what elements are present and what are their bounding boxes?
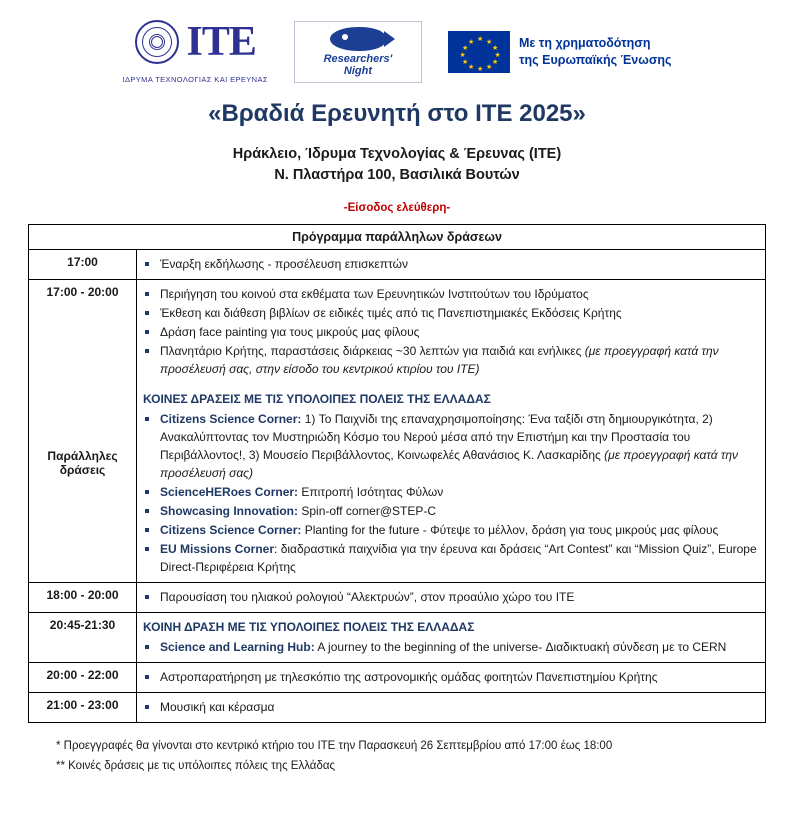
row-time bbox=[29, 280, 137, 583]
free-entry-note: -Είσοδος ελεύθερη- bbox=[343, 202, 451, 215]
venue-line-1: Ηράκλειο, Ίδρυμα Τεχνολογίας & Έρευνας (ΙΤΕ) bbox=[232, 146, 562, 162]
eu-missions-label: EU Missions Corner bbox=[160, 542, 275, 557]
planetarium-note: (με προεγγραφή κατά την προσέλευσή σας, στην είσοδο του κεντρικού κτιρίου του ΙΤΕ) bbox=[160, 344, 719, 377]
row-time-value: 17:00 - 20:00 bbox=[46, 285, 119, 300]
list-item-scienceheroes-corner bbox=[143, 483, 759, 501]
row-time-label-line1: Παράλληλες bbox=[47, 449, 118, 464]
list-item-citizens-science-corner-2 bbox=[143, 521, 759, 539]
row-time: 18:00 - 20:00 bbox=[29, 583, 137, 613]
table-header-row bbox=[29, 225, 766, 250]
logo-bar bbox=[28, 20, 766, 84]
footnote-2: ** Κοινές δράσεις με τις υπόλοιπες πόλεις της Ελλάδας bbox=[56, 759, 336, 772]
ite-logo bbox=[122, 20, 267, 84]
row-content bbox=[137, 663, 766, 693]
eu-text-line1: Με τη χρηματοδότηση bbox=[518, 36, 651, 51]
ite-logo-subtitle: ΙΔΡΥΜΑ ΤΕΧΝΟΛΟΓΙΑΣ ΚΑΙ ΕΡΕΥΝΑΣ bbox=[122, 75, 268, 84]
planetarium-text: Πλανητάριο Κρήτης, παραστάσεις διάρκειας ~30 λεπτών για παιδιά και ενήλικες bbox=[160, 344, 585, 359]
row-time-label-line2: δράσεις bbox=[59, 463, 106, 478]
list-item: Περιήγηση του κοινού στα εκθέματα των Ερευνητικών Ινστιτούτων του Ιδρύματος bbox=[143, 285, 759, 303]
scienceheroes-label: ScienceHERoes Corner: bbox=[160, 485, 299, 500]
list-item-citizens-science-corner-1 bbox=[143, 410, 759, 482]
showcasing-label: Showcasing Innovation: bbox=[160, 504, 299, 519]
table-row bbox=[29, 280, 766, 583]
row-content bbox=[137, 250, 766, 280]
table-row bbox=[29, 613, 766, 663]
table-row bbox=[29, 583, 766, 613]
csc2-label: Citizens Science Corner: bbox=[160, 523, 302, 538]
list-item: Μουσική και κέρασμα bbox=[143, 698, 759, 716]
researchers-night-line1: Researchers' bbox=[323, 52, 393, 65]
page-title: «Βραδιά Ερευνητή στο ΙΤΕ 2025» bbox=[208, 100, 586, 127]
footnotes bbox=[56, 737, 766, 776]
eu-funding-logo bbox=[448, 31, 672, 73]
row-content bbox=[137, 583, 766, 613]
list-item-eu-missions-corner bbox=[143, 540, 759, 576]
venue-line-2: Ν. Πλαστήρα 100, Βασιλικά Βουτών bbox=[274, 167, 520, 184]
list-item: Αστροπαρατήρηση με τηλεσκόπιο της αστρονομικής ομάδας φοιτητών Πανεπιστημίου Κρήτης bbox=[143, 668, 759, 686]
scienceheroes-text: Επιτροπή Ισότητας Φύλων bbox=[298, 485, 444, 500]
row-content bbox=[137, 280, 766, 583]
row-time: 20:00 - 22:00 bbox=[29, 663, 137, 693]
list-item: Έκθεση και διάθεση βιβλίων σε ειδικές τιμές από τις Πανεπιστημιακές Εκδόσεις Κρήτης bbox=[143, 304, 759, 322]
list-item: Έναρξη εκδήλωσης - προσέλευση επισκεπτών bbox=[143, 255, 759, 273]
footnote-1: * Προεγγραφές θα γίνονται στο κεντρικό κτήριο του ΙΤΕ την Παρασκευή 26 Σεπτεμβρίου από 17:00 έως 18:00 bbox=[56, 740, 613, 753]
researchers-night-label bbox=[324, 53, 393, 77]
eu-missions-text: : διαδραστικά παιχνίδια για την έρευνα και δράσεις “Art Contest” και “Mission Quiz”, Europe Direct-Περιφέρεια Κρήτης bbox=[160, 542, 757, 575]
table-row bbox=[29, 693, 766, 723]
row-time: 20:45-21:30 bbox=[29, 613, 137, 663]
csc1-label: Citizens Science Corner: bbox=[160, 412, 302, 427]
researchers-night-line2: Night bbox=[343, 65, 372, 77]
list-item-planetarium bbox=[143, 342, 759, 378]
table-header-title: Πρόγραμμα παράλληλων δράσεων bbox=[29, 225, 766, 250]
table-row bbox=[29, 663, 766, 693]
programme-table bbox=[28, 224, 766, 723]
group-heading-common-action: ΚΟΙΝΗ ΔΡΑΣΗ ΜΕ ΤΙΣ ΥΠΟΛΟΙΠΕΣ ΠΟΛΕΙΣ ΤΗΣ ΕΛΛΑΔΑΣ bbox=[143, 620, 475, 635]
csc1-text: 1) Το Παιχνίδι της επαναχρησιμοποίησης: Ένα ταξίδι στη δημιουργικότητα, 2) Ανακαλύπτοντας τον Μυστηριώδη Κόσμο του Νερού μέσα από την Επιστήμη και την Προστασία του Περιβάλλοντος!, 3) Μουσείο Περιβάλλοντος, Κοινωφελές Αθανάσιος Κ. Λασκαρίδης bbox=[160, 412, 713, 463]
list-item-showcasing-innovation bbox=[143, 502, 759, 520]
list-item: Δράση face painting για τους μικρούς μας φίλους bbox=[143, 323, 759, 341]
row-content bbox=[137, 613, 766, 663]
showcasing-text: Spin-off corner@STEP-C bbox=[298, 504, 437, 519]
list-item-science-learning-hub bbox=[143, 638, 759, 656]
csc2-text: Planting for the future - Φύτεψε το μέλλον, δράση για τους μικρούς μας φίλους bbox=[301, 523, 719, 538]
ite-logo-word: ITE bbox=[186, 19, 256, 65]
group-heading-common-actions: ΚΟΙΝΕΣ ΔΡΑΣΕΙΣ ΜΕ ΤΙΣ ΥΠΟΛΟΙΠΕΣ ΠΟΛΕΙΣ ΤΗΣ ΕΛΛΑΔΑΣ bbox=[143, 392, 491, 407]
ite-logo-row bbox=[135, 20, 256, 64]
row-time: 21:00 - 23:00 bbox=[29, 693, 137, 723]
row-time: 17:00 bbox=[29, 250, 137, 280]
csc1-note: (με προεγγραφή κατά την προσέλευσή σας) bbox=[160, 448, 739, 481]
ite-seal-icon bbox=[135, 20, 179, 64]
hub-label: Science and Learning Hub: bbox=[160, 640, 315, 655]
researchers-night-logo bbox=[294, 21, 422, 83]
list-item: Παρουσίαση του ηλιακού ρολογιού “Αλεκτρυών”, στον προαύλιο χώρο του ΙΤΕ bbox=[143, 588, 759, 606]
eu-funding-text bbox=[519, 35, 672, 69]
table-row bbox=[29, 250, 766, 280]
fish-icon bbox=[330, 27, 386, 51]
eu-text-line2: της Ευρωπαϊκής Ένωσης bbox=[518, 53, 672, 67]
eu-flag-icon: ★ ★ ★ ★ ★ ★ ★ ★ ★ ★ ★ ★ bbox=[448, 31, 510, 73]
hub-text: A journey to the beginning of the universe- Διαδικτυακή σύνδεση με το CERN bbox=[314, 640, 727, 655]
venue-info bbox=[28, 144, 766, 186]
row-content bbox=[137, 693, 766, 723]
